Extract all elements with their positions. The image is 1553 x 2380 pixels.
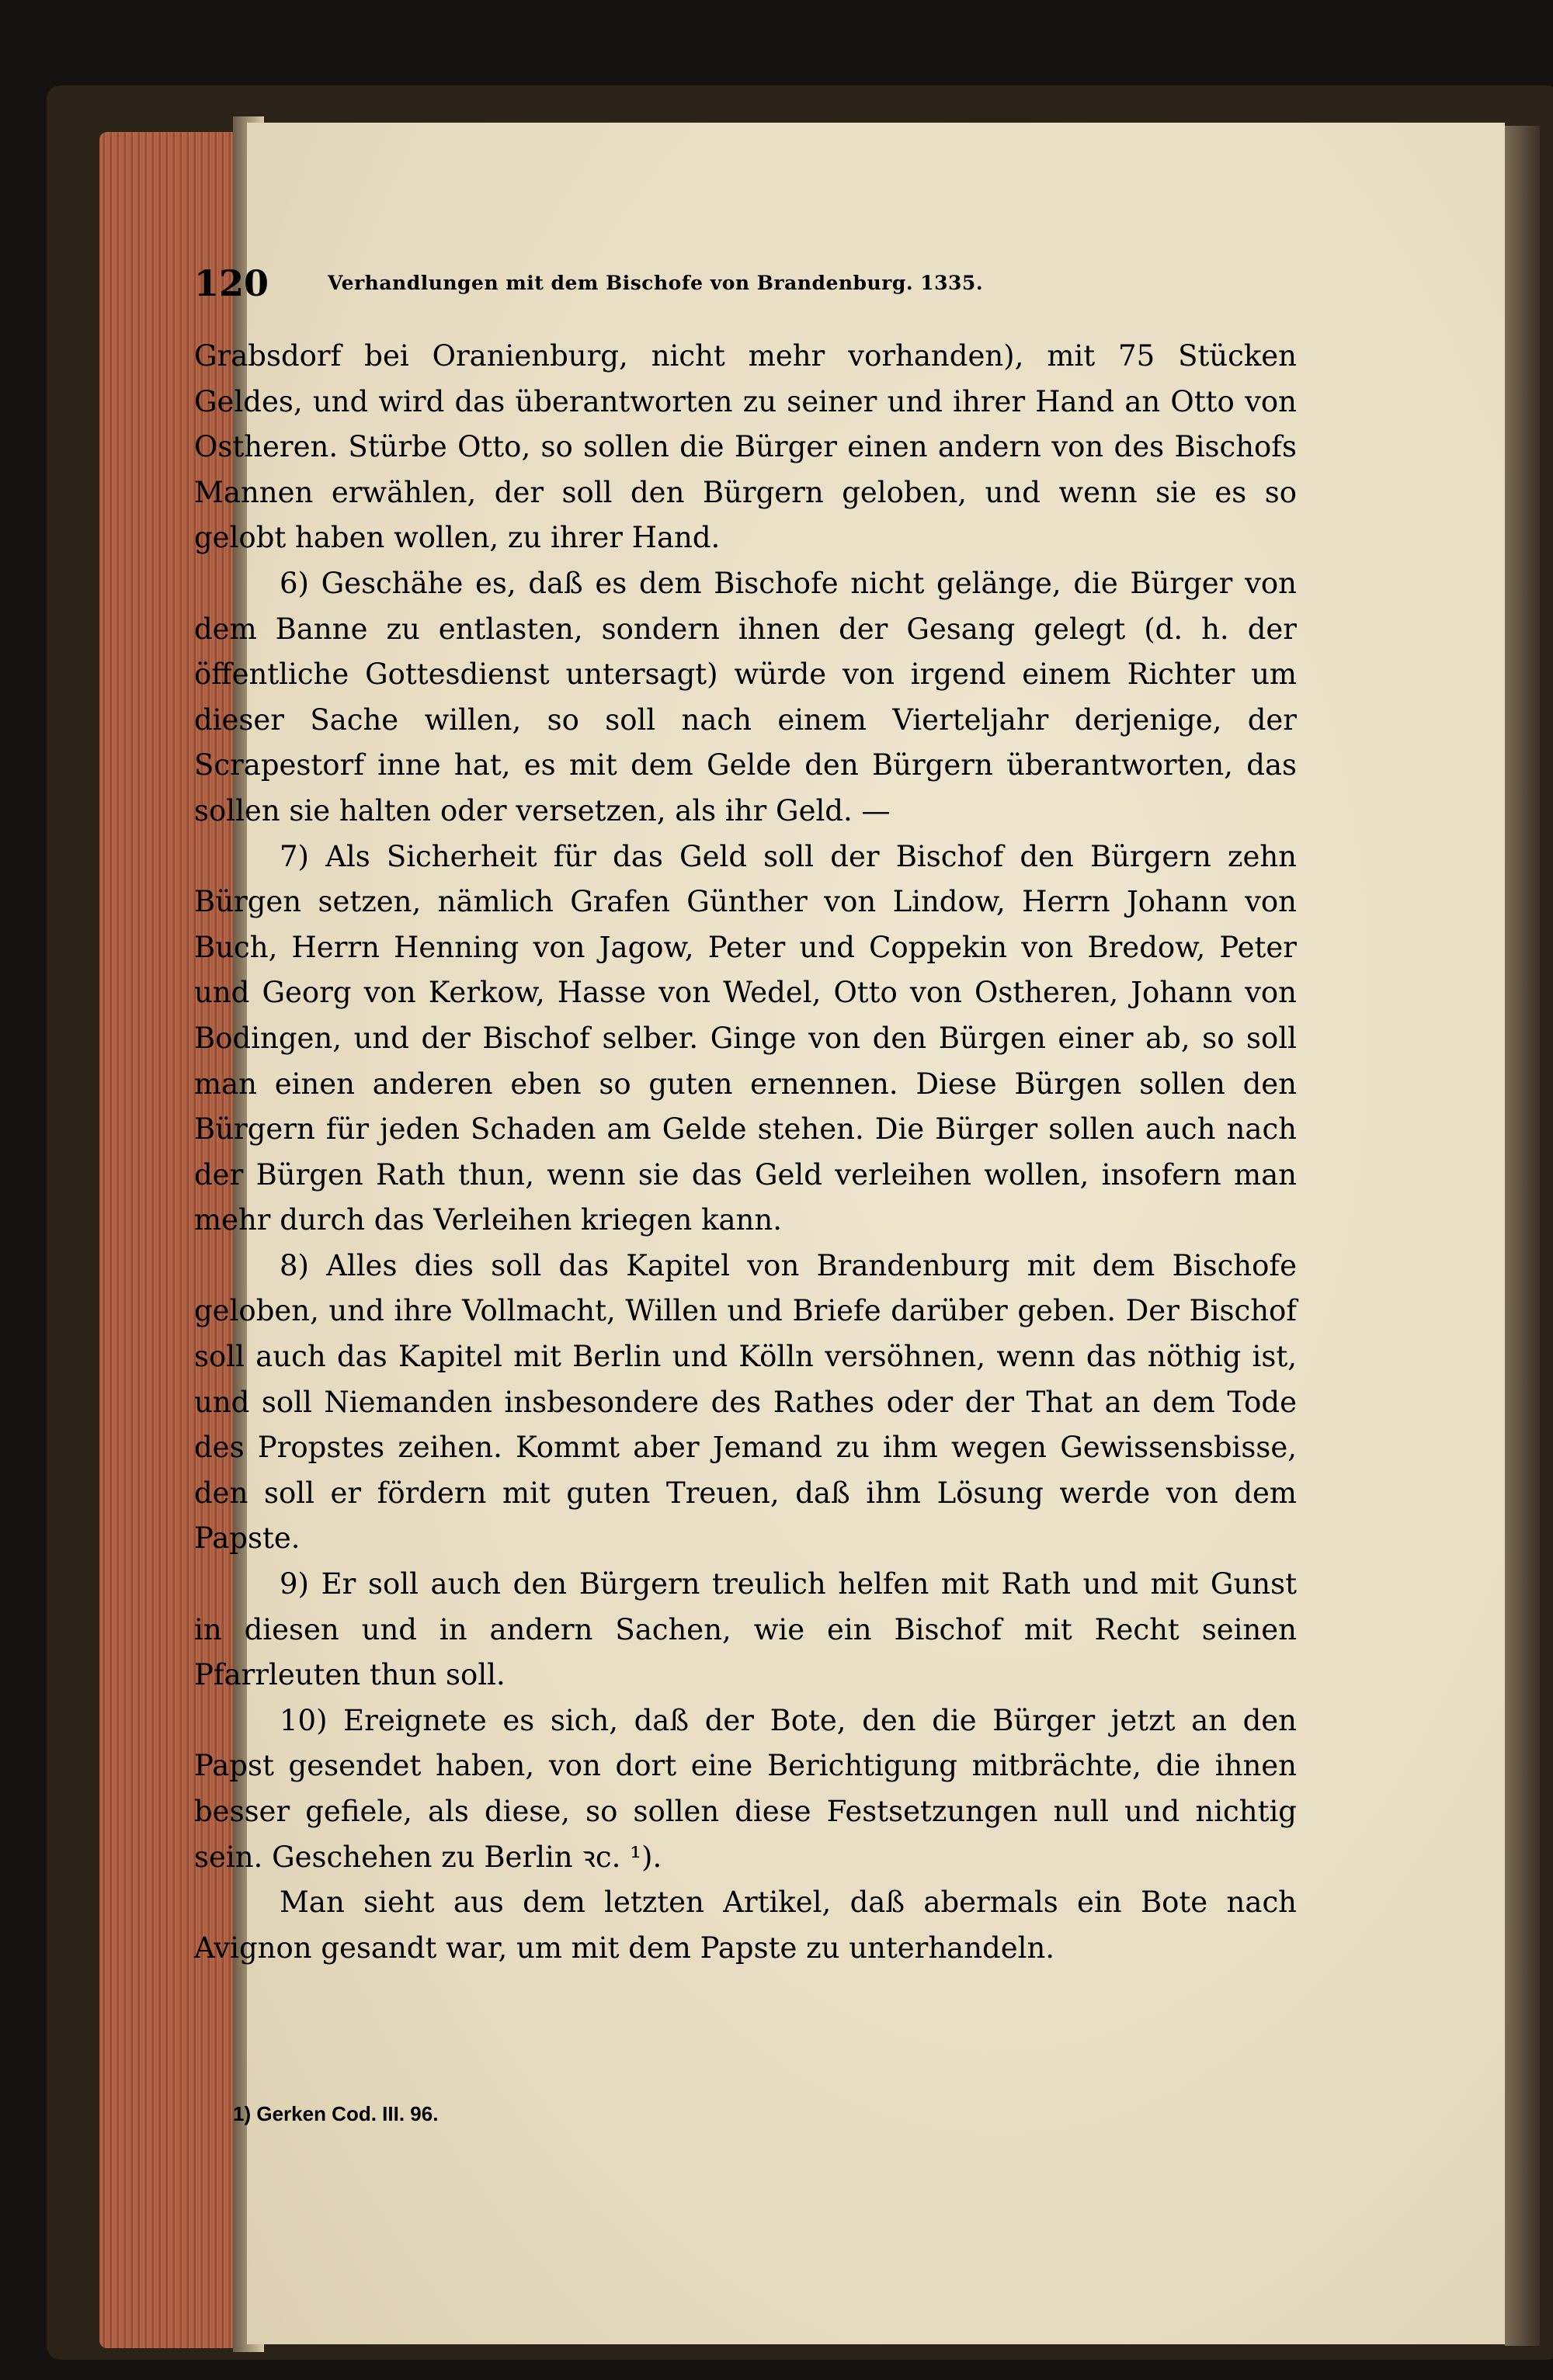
footnote: 1) Gerken Cod. III. 96. [233, 2102, 439, 2125]
paragraph: Grabsdorf bei Oranienburg, nicht mehr vorhanden), mit 75 Stücken Geldes, und wird das überantworten zu seiner und ihrer Hand an Otto von Ostheren. Stürbe Otto, so sollen die Bürger einen andern von des Bischofs Mannen erwählen, der soll den Bürgern geloben, und wenn sie es so gelobt haben wollen, zu ihrer Hand. [194, 339, 1297, 555]
running-title: Verhandlungen mit dem Bischofe von Brandenburg. 1335. [328, 272, 984, 294]
paragraph: 7) Als Sicherheit für das Geld soll der Bischof den Bürgern zehn Bürgen setzen, nämlich Grafen Günther von Lindow, Herrn Johann von Buch, Herrn Henning von Jagow, Peter und Coppekin von Bredow, Peter und Georg von Kerkow, Hasse von Wedel, Otto von Ostheren, Johann von Bodingen, und der Bischof selber. Ginge von den Bürgen einer ab, so soll man einen anderen eben so guten ernennen. Diese Bürgen sollen den Bürgern für jeden Schaden am Gelde stehen. Die Bürger sollen auch nach der Bürgen Rath thun, wenn sie das Geld verleihen wollen, insofern man mehr durch das Verleihen kriegen kann. [194, 839, 1297, 1237]
paragraph: 8) Alles dies soll das Kapitel von Brandenburg mit dem Bischofe geloben, und ihre Vollmacht, Willen und Briefe darüber geben. Der Bischof soll auch das Kapitel mit Berlin und Kölln versöhnen, wenn das nöthig ist, und soll Niemanden insbesondere des Rathes oder der That an dem Tode des Propstes zeihen. Kommt aber Jemand zu ihm wegen Gewissensbisse, den soll er fördern mit guten Treuen, daß ihm Lösung werde von dem Papste. [194, 1248, 1297, 1556]
page-number: 120 [194, 262, 269, 304]
paragraph: 6) Geschähe es, daß es dem Bischofe nicht gelänge, die Bürger von dem Banne zu entlasten, sondern ihnen der Gesang gelegt (d. h. der öffentliche Gottesdienst untersagt) würde von irgend einem Richter um dieser Sache willen, so soll nach einem Vierteljahr derjenige, der Scrapestorf inne hat, es mit dem Gelde den Bürgern überantworten, das sollen sie halten oder versetzen, als ihr Geld. — [194, 566, 1297, 827]
paragraph: 10) Ereignete es sich, daß der Bote, den die Bürger jetzt an den Papst gesendet haben, von dort eine Berichtigung mitbrächte, die ihnen besser gefiele, als diese, so sollen diese Festsetzungen null und nichtig sein. Geschehen zu Berlin ꝛc. ¹). [194, 1703, 1297, 1874]
body-text [194, 334, 1297, 1971]
paragraph: Man sieht aus dem letzten Artikel, daß abermals ein Bote nach Avignon gesandt war, um mit dem Papste zu unterhandeln. [194, 1886, 1297, 1965]
page-right-edge [1505, 126, 1540, 2346]
paragraph: 9) Er soll auch den Bürgern treulich helfen mit Rath und mit Gunst in diesen und in andern Sachen, wie ein Bischof mit Recht seinen Pfarrleuten thun soll. [194, 1567, 1297, 1692]
